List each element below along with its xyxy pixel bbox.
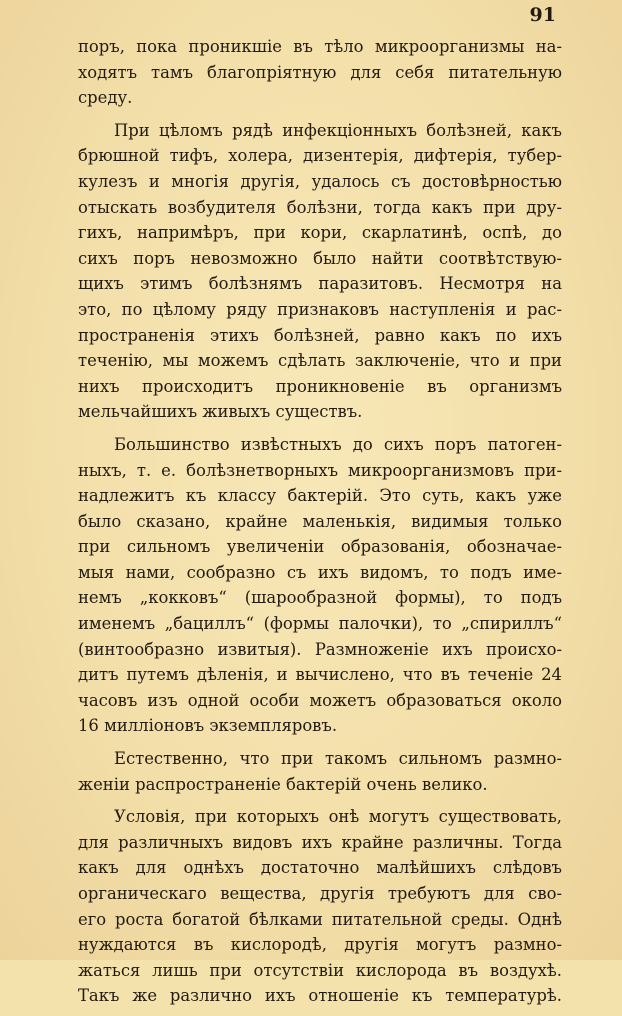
text-line: это, по цѣлому ряду признаковъ наступленія и рас- (78, 299, 562, 319)
text-line: Такъ же различно ихъ отношеніе къ температурѣ. (78, 986, 562, 1006)
text-line: поръ, пока проникшіе въ тѣло микроорганизмы на- (78, 37, 562, 56)
text-line: часовъ изъ одной особи можетъ образоваться около (78, 690, 562, 710)
text-line: женіи распространеніе бактерій очень велико. (78, 774, 488, 794)
text-line: отыскать возбудителя болѣзни, тогда какъ при дру- (78, 197, 562, 217)
text-line: органическаго вещества, другія требуютъ для сво- (78, 884, 562, 903)
paragraph-4 (78, 746, 562, 797)
text-line: немъ „кокковъ“ (шарообразной формы), то подъ (78, 588, 562, 608)
text-line: Большинство извѣстныхъ до сихъ поръ патоген- (114, 434, 562, 454)
text-line: (винтообразно извитыя). Размноженіе ихъ происхо- (78, 639, 562, 659)
text-line: его роста богатой бѣлками питательной среды. Однѣ (78, 909, 562, 929)
text-line: нуждаются въ кислородѣ, другія могутъ размно- (78, 935, 562, 955)
text-line: При цѣломъ рядѣ инфекціонныхъ болѣзней, какъ (114, 120, 562, 140)
text-line: ходятъ тамъ благопріятную для себя питательную (78, 62, 562, 82)
page-number: 91 (529, 4, 556, 26)
paragraph-1 (78, 34, 562, 111)
text-line: гихъ, напримѣръ, при кори, скарлатинѣ, оспѣ, до (78, 223, 562, 243)
text-line: пространенія этихъ болѣзней, равно какъ по ихъ (78, 325, 562, 345)
paragraph-5 (78, 804, 562, 1009)
paragraph-2 (78, 118, 562, 425)
text-line: ныхъ, т. е. болѣзнетворныхъ микроорганизмовъ при- (78, 460, 562, 480)
text-line: именемъ „бациллъ“ (формы палочки), то „спириллъ“ (78, 614, 562, 634)
text-column (78, 34, 562, 1016)
text-line: щихъ этимъ болѣзнямъ паразитовъ. Несмотря на (78, 274, 562, 294)
text-line: сихъ поръ невозможно было найти соотвѣтствую- (78, 248, 562, 268)
text-line: при сильномъ увеличеніи образованія, обозначае- (78, 537, 562, 557)
text-line: мыя нами, сообразно съ ихъ видомъ, то подъ име- (78, 562, 562, 582)
text-line: 16 милліоновъ экземпляровъ. (78, 716, 338, 736)
paragraph-3 (78, 432, 562, 739)
text-line: было сказано, крайне маленькія, видимыя только (78, 511, 562, 531)
text-line: Условія, при которыхъ онѣ могутъ существовать, (114, 807, 562, 827)
text-line: жаться лишь при отсутствіи кислорода въ воздухѣ. (78, 960, 562, 980)
text-line: дитъ путемъ дѣленія, и вычислено, что въ теченіе 24 (78, 665, 562, 685)
text-line: брюшной тифъ, холера, дизентерія, дифтерія, тубер- (78, 146, 562, 166)
text-line: какъ для однѣхъ достаточно малѣйшихъ слѣдовъ (78, 858, 562, 878)
text-line: для различныхъ видовъ ихъ крайне различны. Тогда (78, 832, 562, 852)
text-line: теченію, мы можемъ сдѣлать заключеніе, что и при (78, 351, 562, 371)
text-line: среду. (78, 88, 133, 108)
text-line: надлежитъ къ классу бактерій. Это суть, какъ уже (78, 486, 562, 506)
text-line: Естественно, что при такомъ сильномъ размно- (114, 749, 562, 769)
text-line: мельчайшихъ живыхъ существъ. (78, 402, 363, 422)
text-line: кулезъ и многія другія, удалось съ достовѣрностью (78, 171, 562, 191)
text-line: нихъ происходитъ проникновеніе въ организмъ (78, 376, 562, 396)
